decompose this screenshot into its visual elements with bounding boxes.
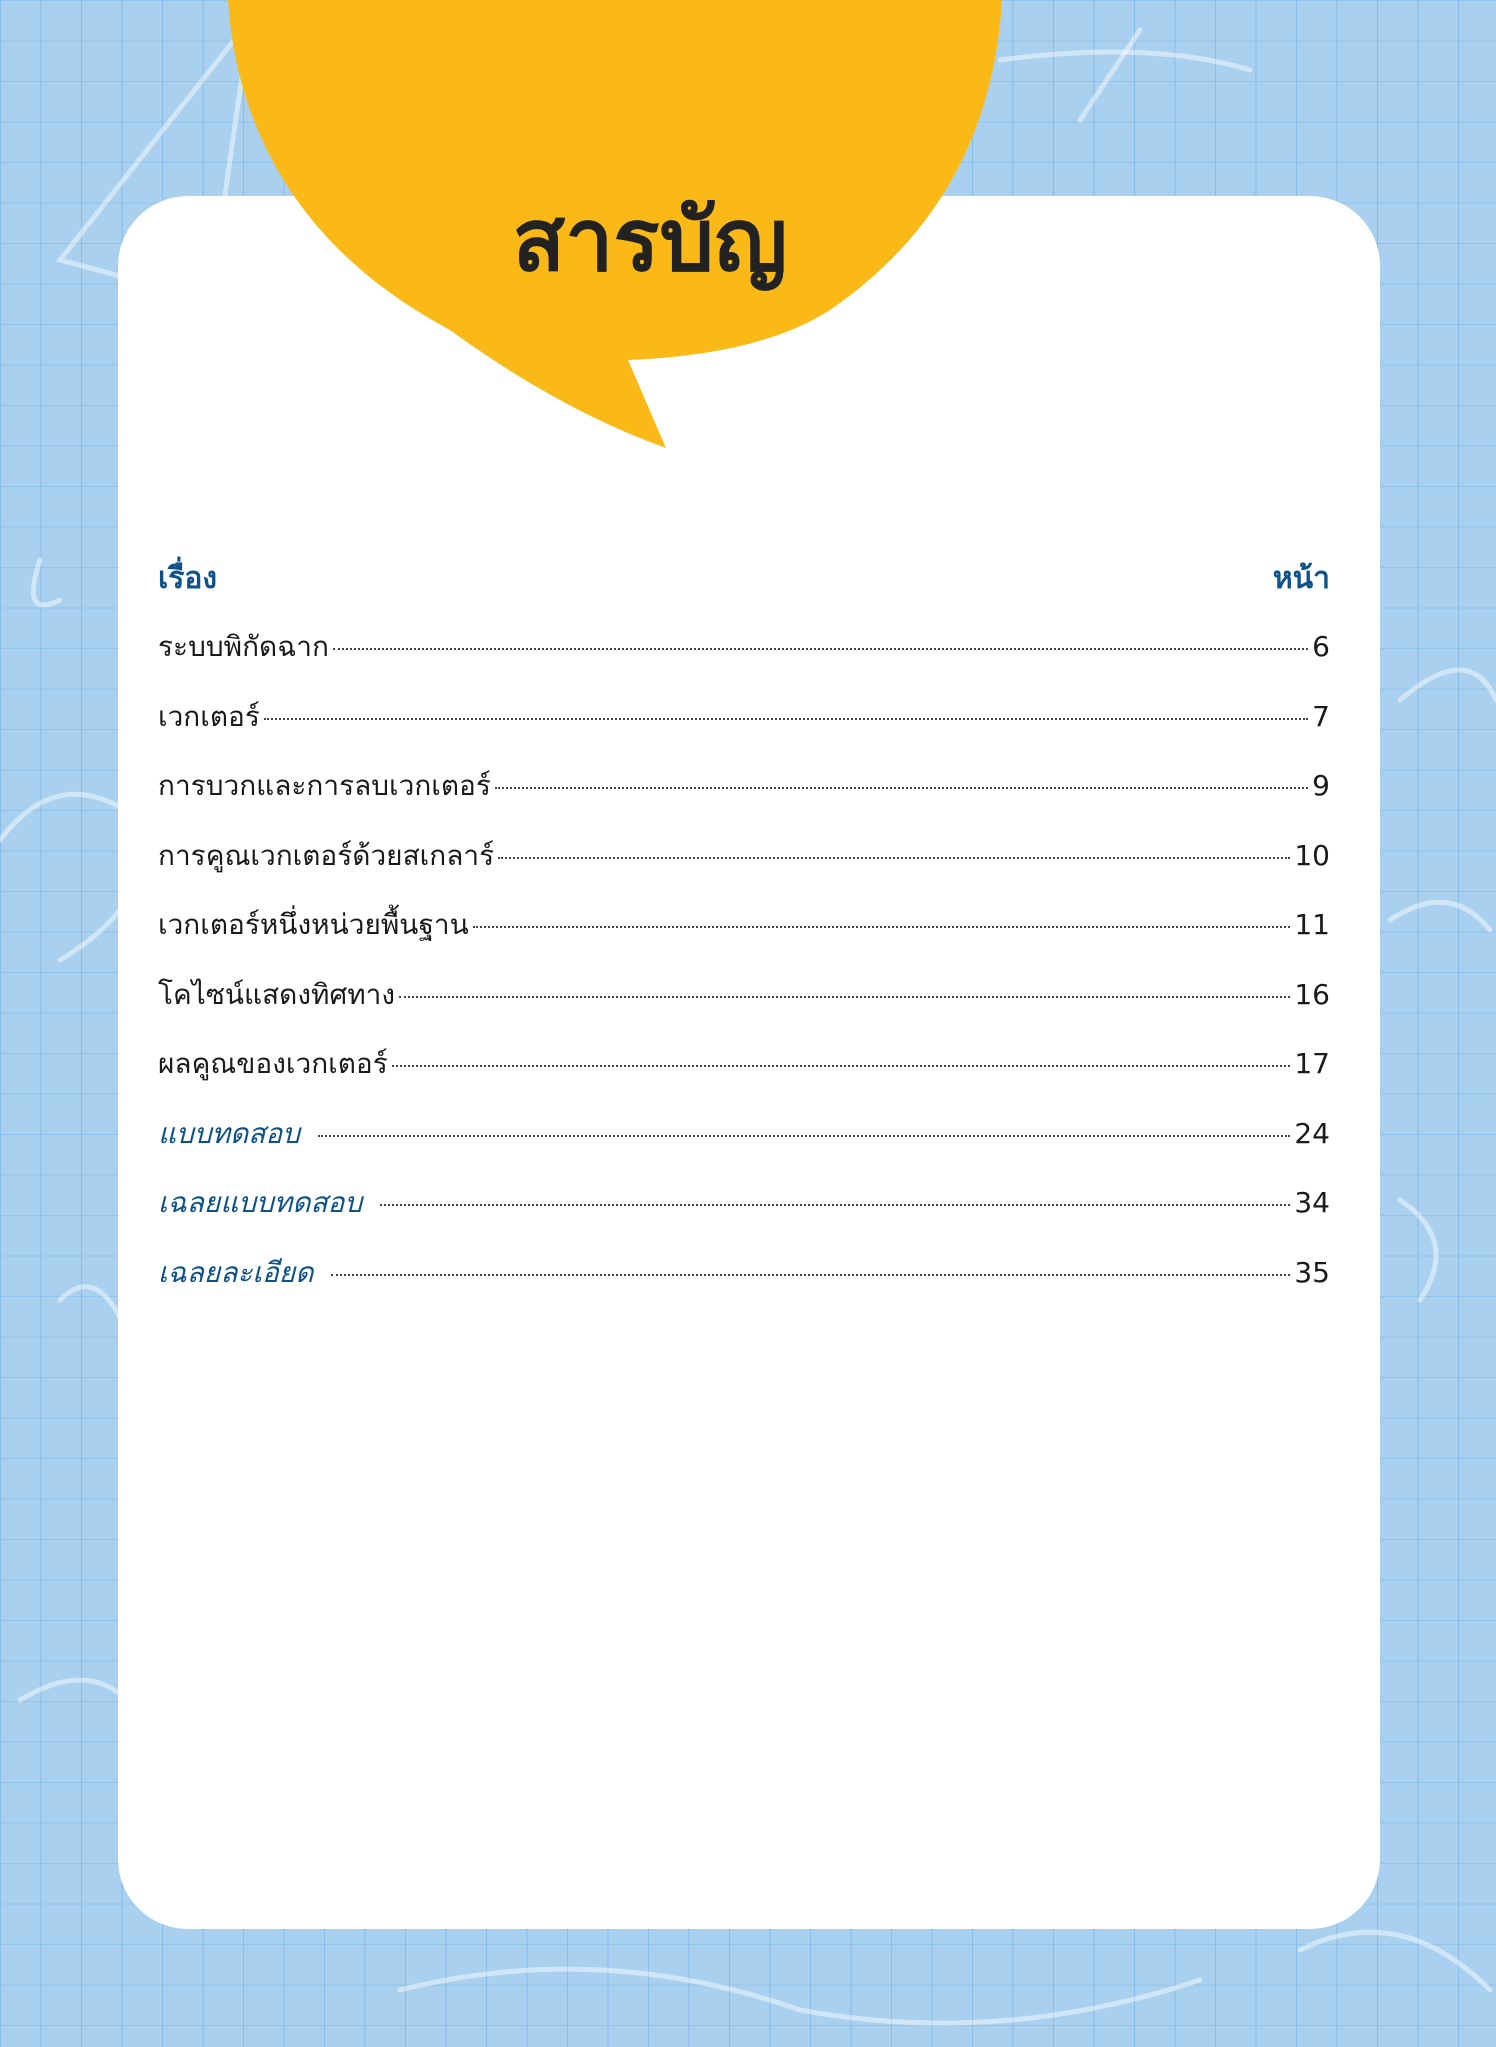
toc-entry[interactable] <box>158 764 1330 834</box>
toc-entry-page: 6 <box>1312 630 1330 663</box>
toc-entry-label: เฉลยแบบทดสอบ <box>158 1186 363 1219</box>
dot-leader <box>473 926 1291 928</box>
toc-entry-detailed-answers[interactable] <box>158 1251 1330 1321</box>
toc-entry-label: แบบทดสอบ <box>158 1116 300 1150</box>
table-of-contents <box>158 555 1330 1320</box>
dot-leader <box>380 1204 1290 1206</box>
toc-entry-page: 10 <box>1294 838 1330 872</box>
dot-leader <box>495 787 1308 789</box>
page-column-header: หน้า <box>1272 561 1330 596</box>
toc-entry[interactable] <box>158 903 1330 973</box>
toc-entry-page: 17 <box>1294 1047 1330 1080</box>
dot-leader <box>399 996 1290 998</box>
toc-entry[interactable] <box>158 625 1330 695</box>
dot-leader <box>264 718 1308 720</box>
toc-entry-label: เวกเตอร์หนึ่งหน่วยพื้นฐาน <box>158 908 469 941</box>
toc-entry-test[interactable] <box>158 1112 1330 1182</box>
dot-leader <box>498 857 1290 859</box>
dot-leader <box>333 648 1308 650</box>
toc-entry-page: 16 <box>1294 977 1330 1011</box>
toc-entry-label: ผลคูณของเวกเตอร์ <box>158 1047 388 1080</box>
dot-leader <box>318 1135 1290 1137</box>
toc-entry-label: ระบบพิกัดฉาก <box>158 630 329 663</box>
toc-entry-page: 7 <box>1312 699 1330 733</box>
dot-leader <box>331 1274 1290 1276</box>
toc-entry-page: 11 <box>1294 908 1330 941</box>
toc-entry-page: 34 <box>1294 1186 1330 1219</box>
toc-entry-label: เฉลยละเอียด <box>158 1255 314 1289</box>
toc-header <box>158 555 1330 625</box>
toc-entry-label: การบวกและการลบเวกเตอร์ <box>158 769 491 802</box>
toc-entry-page: 9 <box>1312 769 1330 802</box>
toc-entry-page: 24 <box>1294 1116 1330 1150</box>
toc-entry[interactable] <box>158 1042 1330 1112</box>
page-title: สารบัญ <box>512 191 788 291</box>
topic-column-header: เรื่อง <box>158 561 218 596</box>
toc-entry-page: 35 <box>1294 1255 1330 1289</box>
toc-entry-label: เวกเตอร์ <box>158 699 260 733</box>
toc-list <box>158 625 1330 1320</box>
toc-entry[interactable] <box>158 695 1330 765</box>
toc-entry-answers[interactable] <box>158 1181 1330 1251</box>
dot-leader <box>392 1065 1291 1067</box>
toc-entry[interactable] <box>158 973 1330 1043</box>
toc-entry[interactable] <box>158 834 1330 904</box>
toc-entry-label: โคไซน์แสดงทิศทาง <box>158 977 396 1011</box>
toc-entry-label: การคูณเวกเตอร์ด้วยสเกลาร์ <box>158 838 495 872</box>
